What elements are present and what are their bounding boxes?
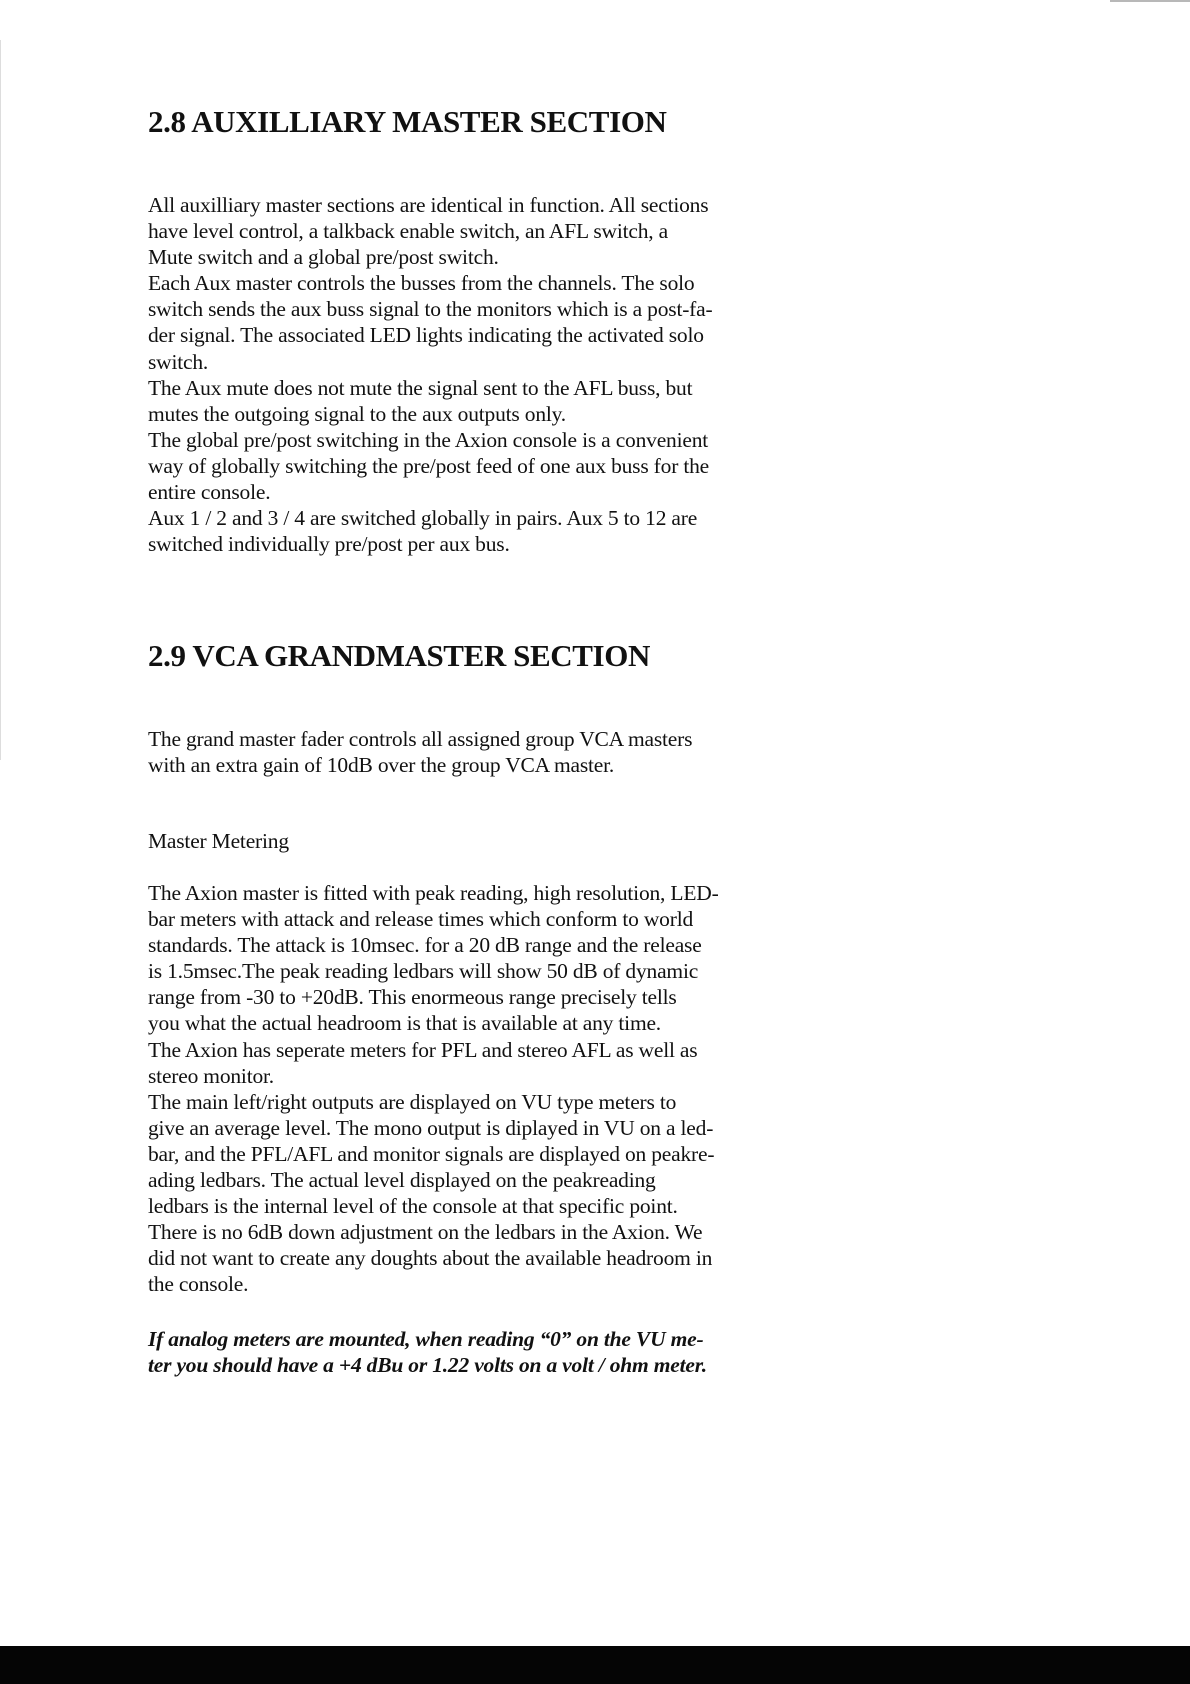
metering-line: There is no 6dB down adjustment on the ledbars in the Axion. We xyxy=(148,1220,703,1245)
metering-line: range from -30 to +20dB. This enormeous range precisely tells xyxy=(148,985,677,1010)
aux-line: switch. xyxy=(148,349,209,374)
vca-grandmaster-paragraph xyxy=(148,726,808,778)
metering-line: stereo monitor. xyxy=(148,1063,274,1088)
master-metering-subheading xyxy=(148,828,808,854)
aux-line: Mute switch and a global pre/post switch. xyxy=(148,245,499,270)
aux-line: der signal. The associated LED lights indicating the activated solo xyxy=(148,323,704,348)
metering-line: bar meters with attack and release times which conform to world xyxy=(148,907,694,932)
note-line: If analog meters are mounted, when reading “0” on the VU me- xyxy=(148,1327,704,1351)
metering-line: is 1.5msec.The peak reading ledbars will show 50 dB of dynamic xyxy=(148,959,699,984)
scan-bottom-border xyxy=(0,1646,1190,1684)
aux-line: switched individually pre/post per aux bus. xyxy=(148,532,510,557)
scan-edge-left xyxy=(0,40,1,760)
metering-line: give an average level. The mono output is diplayed in VU on a led- xyxy=(148,1115,714,1140)
metering-line: ledbars is the internal level of the console at that specific point. xyxy=(148,1194,678,1219)
aux-line: entire console. xyxy=(148,480,271,505)
aux-line: Aux 1 / 2 and 3 / 4 are switched globally in pairs. Aux 5 to 12 are xyxy=(148,506,698,531)
aux-line: mutes the outgoing signal to the aux outputs only. xyxy=(148,401,566,426)
vca-line: with an extra gain of 10dB over the group VCA master. xyxy=(148,753,615,778)
master-metering-paragraphs xyxy=(148,880,808,1298)
metering-line: ading ledbars. The actual level displayed on the peakreading xyxy=(148,1168,656,1193)
metering-title-text: Master Metering xyxy=(148,829,289,853)
note-line: ter you should have a +4 dBu or 1.22 volts on a volt / ohm meter. xyxy=(148,1353,707,1378)
aux-line: Each Aux master controls the busses from the channels. The solo xyxy=(148,271,695,296)
aux-master-heading: 2.8 AUXILLIARY MASTER SECTION xyxy=(148,104,667,139)
metering-line: you what the actual headroom is that is available at any time. xyxy=(148,1011,661,1036)
scan-edge-top xyxy=(1110,0,1190,2)
vca-line: The grand master fader controls all assigned group VCA masters xyxy=(148,727,693,751)
metering-line: The Axion master is fitted with peak reading, high resolution, LED- xyxy=(148,881,719,905)
aux-line: The Aux mute does not mute the signal sent to the AFL buss, but xyxy=(148,375,693,400)
metering-line: bar, and the PFL/AFL and monitor signals are displayed on peakre- xyxy=(148,1141,715,1166)
metering-line: standards. The attack is 10msec. for a 20 dB range and the release xyxy=(148,933,702,958)
aux-line: All auxilliary master sections are identical in function. All sections xyxy=(148,193,709,217)
aux-line: The global pre/post switching in the Axion console is a convenient xyxy=(148,427,709,452)
analog-meter-note xyxy=(148,1326,808,1378)
aux-line: way of globally switching the pre/post feed of one aux buss for the xyxy=(148,453,709,478)
metering-line: The Axion has seperate meters for PFL and stereo AFL as well as xyxy=(148,1037,698,1062)
metering-line: the console. xyxy=(148,1272,249,1297)
metering-line: did not want to create any doughts about the available headroom in xyxy=(148,1246,713,1271)
aux-line: switch sends the aux buss signal to the monitors which is a post-fa- xyxy=(148,297,713,322)
metering-line: The main left/right outputs are displayed on VU type meters to xyxy=(148,1089,677,1114)
vca-grandmaster-heading: 2.9 VCA GRANDMASTER SECTION xyxy=(148,638,650,673)
aux-master-paragraphs xyxy=(148,192,808,557)
aux-line: have level control, a talkback enable switch, an AFL switch, a xyxy=(148,219,668,244)
